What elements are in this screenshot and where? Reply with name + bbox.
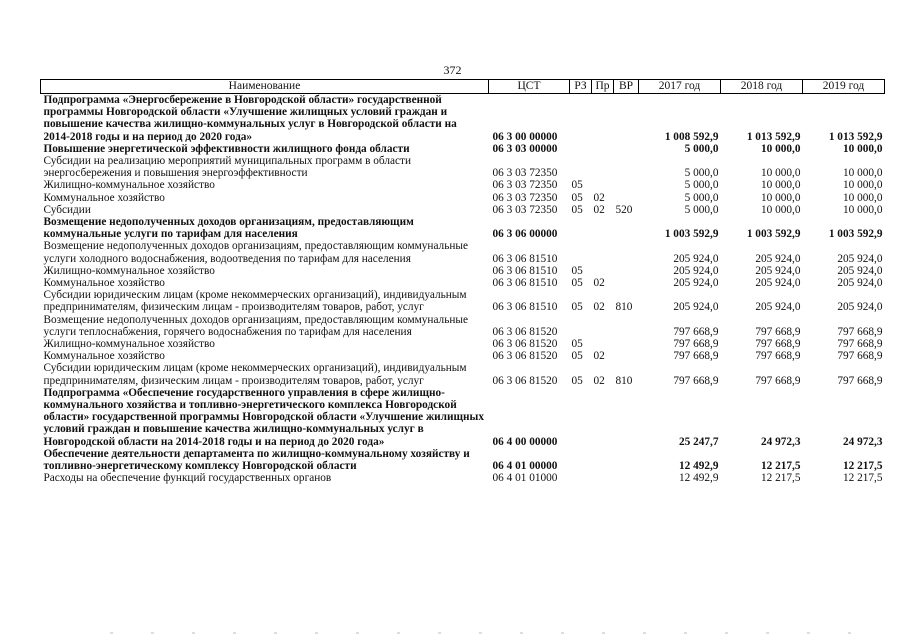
row-rz-cell: 05 xyxy=(571,338,583,351)
table-row xyxy=(41,204,885,216)
table-row xyxy=(41,192,885,204)
row-value-2019: 205 924,0 xyxy=(837,264,883,277)
table-row xyxy=(41,472,885,484)
row-value-2017: 205 924,0 xyxy=(673,252,719,265)
row-value-2019: 12 217,5 xyxy=(842,472,883,485)
row-value-2017: 5 000,0 xyxy=(684,191,719,204)
row-value-2017: 12 492,9 xyxy=(678,460,719,473)
row-pr-cell xyxy=(592,265,614,277)
row-value-2019: 10 000,0 xyxy=(842,203,883,216)
row-rz-cell: 05 xyxy=(571,350,583,363)
row-rz-cell: 05 xyxy=(571,277,583,290)
row-cst-cell: 06 3 06 81510 xyxy=(492,252,558,265)
row-rz-cell xyxy=(570,155,592,179)
table-row xyxy=(41,289,885,313)
row-pr-cell: 02 xyxy=(593,277,605,290)
row-name-cell: Возмещение недополученных доходов организациям, предоставляющим коммунальные услуги теплоснабжения, горячего водоснабжения по тарифам для населения xyxy=(43,313,468,338)
row-vr-cell: 520 xyxy=(615,203,633,216)
row-vr-cell xyxy=(614,265,639,277)
row-vr-cell xyxy=(614,472,639,484)
table-row xyxy=(41,387,885,448)
table-row xyxy=(41,179,885,191)
row-vr-cell xyxy=(614,155,639,179)
row-pr-cell xyxy=(592,179,614,191)
row-value-2017: 205 924,0 xyxy=(673,264,719,277)
row-cst-cell: 06 3 06 81520 xyxy=(492,338,558,351)
row-pr-cell xyxy=(592,94,614,143)
row-value-2017: 5 000,0 xyxy=(684,203,719,216)
row-value-2018: 10 000,0 xyxy=(760,191,801,204)
table-row xyxy=(41,94,885,143)
table-row xyxy=(41,143,885,155)
column-header-rz: РЗ xyxy=(570,80,592,94)
table-row xyxy=(41,155,885,179)
row-rz-cell: 05 xyxy=(571,374,583,387)
row-pr-cell xyxy=(592,143,614,155)
column-header-2017: 2017 год xyxy=(639,80,721,94)
budget-table xyxy=(40,79,885,485)
row-cst-cell: 06 3 06 00000 xyxy=(492,228,558,241)
header-row xyxy=(41,80,885,94)
row-name-cell: Коммунальное хозяйство xyxy=(43,191,165,204)
row-name-cell: Жилищно-коммунальное хозяйство xyxy=(43,264,215,277)
table-row xyxy=(41,277,885,289)
row-pr-cell: 02 xyxy=(593,350,605,363)
row-cst-cell: 06 4 01 00000 xyxy=(492,460,558,473)
row-value-2017: 797 668,9 xyxy=(673,350,719,363)
table-body xyxy=(41,94,885,485)
row-name-cell: Повышение энергетической эффективности жилищного фонда области xyxy=(43,142,410,155)
row-value-2019: 797 668,9 xyxy=(837,338,883,351)
row-pr-cell xyxy=(592,387,614,448)
row-value-2018: 10 000,0 xyxy=(760,167,801,180)
row-value-2017: 797 668,9 xyxy=(673,338,719,351)
row-pr-cell: 02 xyxy=(593,191,605,204)
row-value-2019: 10 000,0 xyxy=(842,191,883,204)
row-value-2018: 1 003 592,9 xyxy=(746,228,801,241)
row-name-cell: Подпрограмма «Энергосбережение в Новгородской области» государственной программы Новгородской области «Улучшение жилищных условий граждан и повышение качества жилищно-коммунальных услуг в Новгородской области на 2014-2018 годы и на период до 2020 года» xyxy=(43,94,457,143)
row-value-2018: 10 000,0 xyxy=(760,203,801,216)
row-value-2018: 797 668,9 xyxy=(755,338,801,351)
row-rz-cell xyxy=(570,387,592,448)
row-value-2017: 205 924,0 xyxy=(673,301,719,314)
row-name-cell: Коммунальное хозяйство xyxy=(43,277,165,290)
row-value-2018: 12 217,5 xyxy=(760,472,801,485)
row-cst-cell: 06 3 03 72350 xyxy=(492,191,558,204)
row-rz-cell: 05 xyxy=(571,264,583,277)
page-number: 372 xyxy=(443,63,462,77)
row-name-cell: Подпрограмма «Обеспечение государственного управления в сфере жилищно-коммунального хозяйства и топливно-энергетического комплекса Новгородской области» государственной программы Новгородской области «Улучшение жилищных условий граждан и повышение качества жилищно-коммунальных услуг в Новгородской области на 2014-2018 годы и на период до 2020 года» xyxy=(43,386,485,448)
table-row xyxy=(41,216,885,240)
row-name-cell: Обеспечение деятельности департамента по жилищно-коммунальному хозяйству и топливно-энергетическому комплексу Новгородской области xyxy=(43,447,470,473)
table-row xyxy=(41,338,885,350)
row-value-2019: 205 924,0 xyxy=(837,277,883,290)
table-header xyxy=(41,80,885,94)
row-value-2019: 10 000,0 xyxy=(842,179,883,192)
row-cst-cell: 06 3 00 00000 xyxy=(492,130,558,143)
row-value-2019: 797 668,9 xyxy=(837,325,883,338)
row-cst-cell: 06 3 06 81510 xyxy=(492,301,558,314)
row-name-cell: Субсидии на реализацию мероприятий муниципальных программ в области энергосбережения и повышения энергоэффективности xyxy=(43,155,412,180)
row-rz-cell xyxy=(570,216,592,240)
column-header-cst: ЦСТ xyxy=(489,80,570,94)
row-rz-cell: 05 xyxy=(571,301,583,314)
row-value-2017: 797 668,9 xyxy=(673,325,719,338)
row-vr-cell xyxy=(614,387,639,448)
row-vr-cell xyxy=(614,338,639,350)
row-cst-cell: 06 3 03 00000 xyxy=(492,142,558,155)
row-vr-cell xyxy=(614,277,639,289)
row-vr-cell: 810 xyxy=(615,301,633,314)
scan-artifact-line xyxy=(110,632,880,634)
row-value-2018: 12 217,5 xyxy=(760,460,801,473)
row-rz-cell xyxy=(570,94,592,143)
table-row xyxy=(41,314,885,338)
row-rz-cell: 05 xyxy=(571,203,583,216)
row-value-2019: 797 668,9 xyxy=(837,350,883,363)
row-cst-cell: 06 3 03 72350 xyxy=(492,167,558,180)
row-cst-cell: 06 3 03 72350 xyxy=(492,203,558,216)
row-pr-cell: 02 xyxy=(593,301,605,314)
row-value-2017: 205 924,0 xyxy=(673,277,719,290)
row-value-2019: 205 924,0 xyxy=(837,301,883,314)
row-value-2019: 24 972,3 xyxy=(842,435,883,448)
row-value-2018: 24 972,3 xyxy=(760,435,801,448)
row-value-2018: 205 924,0 xyxy=(755,264,801,277)
row-value-2019: 1 003 592,9 xyxy=(828,228,883,241)
row-pr-cell xyxy=(592,240,614,264)
row-value-2017: 5 000,0 xyxy=(684,142,719,155)
row-vr-cell xyxy=(614,240,639,264)
row-pr-cell xyxy=(592,472,614,484)
row-vr-cell xyxy=(614,192,639,204)
row-cst-cell: 06 3 06 81510 xyxy=(492,264,558,277)
row-value-2019: 10 000,0 xyxy=(842,142,883,155)
row-rz-cell xyxy=(570,472,592,484)
row-value-2019: 10 000,0 xyxy=(842,167,883,180)
row-rz-cell: 05 xyxy=(571,179,583,192)
row-name-cell: Коммунальное хозяйство xyxy=(43,350,165,363)
row-vr-cell xyxy=(614,143,639,155)
row-value-2018: 10 000,0 xyxy=(760,142,801,155)
row-value-2019: 797 668,9 xyxy=(837,374,883,387)
row-name-cell: Жилищно-коммунальное хозяйство xyxy=(43,179,215,192)
column-header-name: Наименование xyxy=(41,80,489,94)
table-row xyxy=(41,350,885,362)
row-value-2018: 797 668,9 xyxy=(755,350,801,363)
row-pr-cell: 02 xyxy=(593,374,605,387)
row-value-2017: 5 000,0 xyxy=(684,167,719,180)
row-name-cell: Субсидии юридическим лицам (кроме некоммерческих организаций), индивидуальным предпринимателям, физическим лицам - производителям товаров, работ, услуг xyxy=(43,289,467,314)
row-value-2018: 205 924,0 xyxy=(755,252,801,265)
table-row xyxy=(41,448,885,472)
row-value-2018: 1 013 592,9 xyxy=(746,130,801,143)
column-header-pr: Пр xyxy=(592,80,614,94)
row-rz-cell xyxy=(570,314,592,338)
row-vr-cell xyxy=(614,448,639,472)
row-value-2018: 797 668,9 xyxy=(755,374,801,387)
row-value-2018: 797 668,9 xyxy=(755,325,801,338)
row-value-2017: 797 668,9 xyxy=(673,374,719,387)
row-value-2017: 12 492,9 xyxy=(678,472,719,485)
row-rz-cell xyxy=(570,240,592,264)
column-header-2018: 2018 год xyxy=(721,80,803,94)
row-vr-cell xyxy=(614,314,639,338)
table-row xyxy=(41,240,885,264)
row-value-2019: 205 924,0 xyxy=(837,252,883,265)
row-name-cell: Возмещение недополученных доходов организациям, предоставляющим коммунальные услуги холодного водоснабжения, водоотведения по тарифам для населения xyxy=(43,240,468,265)
row-pr-cell xyxy=(592,314,614,338)
row-name-cell: Расходы на обеспечение функций государственных органов xyxy=(43,472,332,485)
row-value-2017: 5 000,0 xyxy=(684,179,719,192)
row-value-2017: 25 247,7 xyxy=(678,435,719,448)
row-vr-cell xyxy=(614,94,639,143)
row-pr-cell: 02 xyxy=(593,203,605,216)
row-vr-cell: 810 xyxy=(615,374,633,387)
row-value-2019: 1 013 592,9 xyxy=(828,130,883,143)
row-vr-cell xyxy=(614,179,639,191)
row-cst-cell: 06 3 06 81520 xyxy=(492,325,558,338)
row-name-cell: Жилищно-коммунальное хозяйство xyxy=(43,338,215,351)
row-value-2018: 205 924,0 xyxy=(755,277,801,290)
table-row xyxy=(41,362,885,386)
row-cst-cell: 06 4 00 00000 xyxy=(492,435,558,448)
table-row xyxy=(41,265,885,277)
row-rz-cell xyxy=(570,143,592,155)
column-header-2019: 2019 год xyxy=(803,80,885,94)
row-value-2017: 1 003 592,9 xyxy=(664,228,719,241)
row-cst-cell: 06 3 06 81510 xyxy=(492,277,558,290)
row-rz-cell: 05 xyxy=(571,191,583,204)
row-cst-cell: 06 3 06 81520 xyxy=(492,374,558,387)
row-pr-cell xyxy=(592,155,614,179)
row-value-2017: 1 008 592,9 xyxy=(664,130,719,143)
row-pr-cell xyxy=(592,216,614,240)
row-vr-cell xyxy=(614,216,639,240)
column-header-vr: ВР xyxy=(614,80,639,94)
row-value-2019: 12 217,5 xyxy=(842,460,883,473)
row-pr-cell xyxy=(592,448,614,472)
row-pr-cell xyxy=(592,338,614,350)
row-vr-cell xyxy=(614,350,639,362)
row-name-cell: Субсидии юридическим лицам (кроме некоммерческих организаций), индивидуальным предпринимателям, физическим лицам - производителям товаров, работ, услуг xyxy=(43,362,467,387)
row-name-cell: Субсидии xyxy=(43,203,91,216)
row-rz-cell xyxy=(570,448,592,472)
row-cst-cell: 06 3 03 72350 xyxy=(492,179,558,192)
row-value-2018: 10 000,0 xyxy=(760,179,801,192)
row-name-cell: Возмещение недополученных доходов организациям, предоставляющим коммунальные услуги по тарифам для населения xyxy=(43,216,414,241)
row-value-2018: 205 924,0 xyxy=(755,301,801,314)
row-cst-cell: 06 4 01 01000 xyxy=(492,472,558,485)
row-cst-cell: 06 3 06 81520 xyxy=(492,350,558,363)
